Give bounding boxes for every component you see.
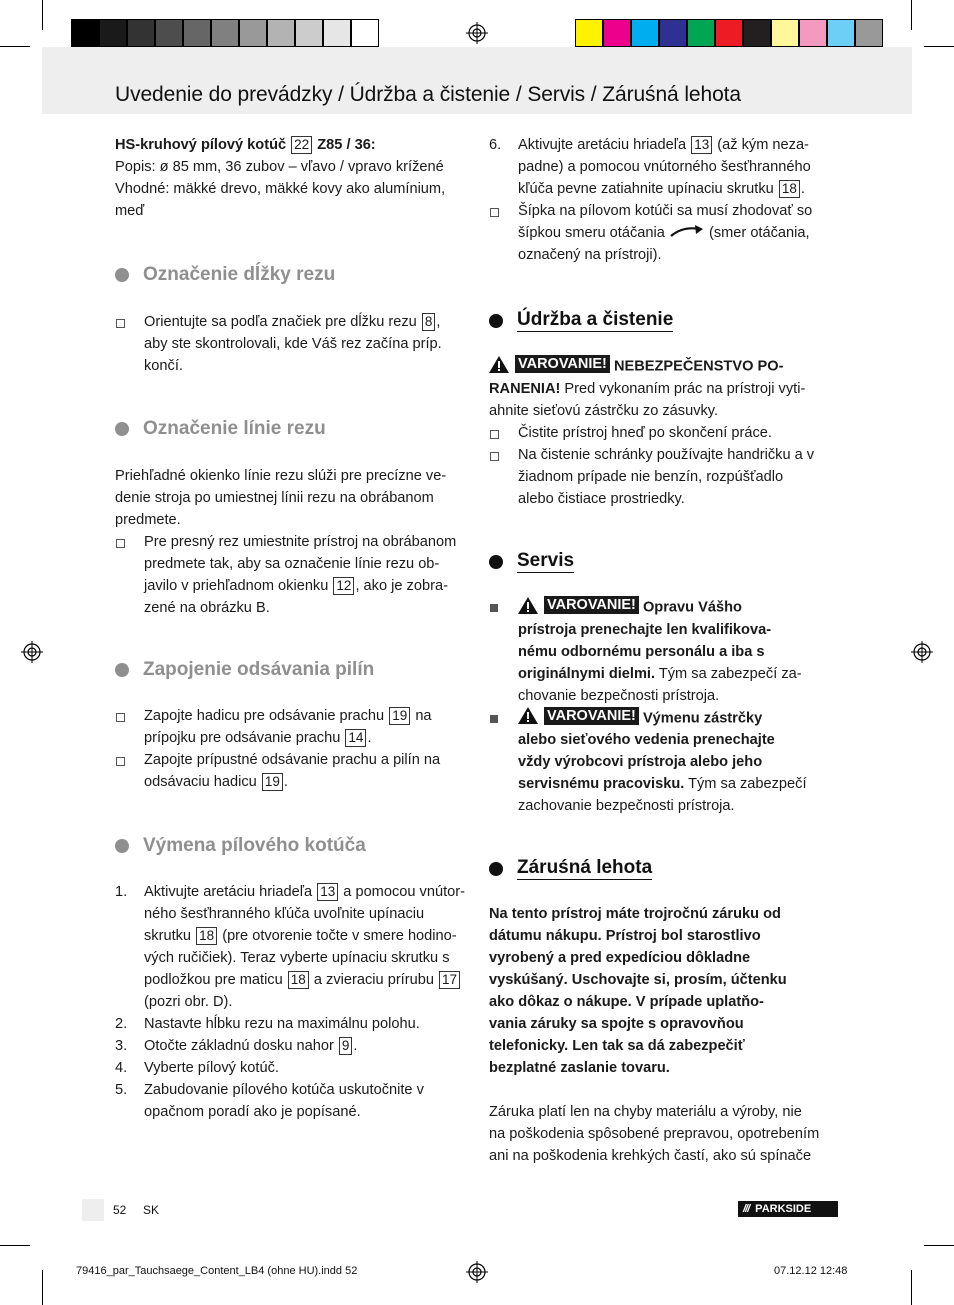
crop-mark xyxy=(924,46,954,47)
service-body: VAROVANIE! Opravu Vášho prístroja prenechajte len kvalifikova- nému odbornému personálu a iba s originálnymi dielmi. Tým sa zabezpečí za- chovanie bezpečnosti prístroja. VAROVANIE! Výmenu zástrčky alebo sieťového vedenia prenechajte vždy výrobcovi prístroja alebo jeho servisnému pracovisku. Tým sa zabezpečí zachovanie bezpečnosti prístroja. xyxy=(489,596,849,817)
maintenance-body: VAROVANIE! NEBEZPEČENSTVO PO- RANENIA! Pred vykonaním prác na prístroji vyti- ahnite sieťovú zástrčku zo zásuvky. Čistite prístroj hneď po skončení práce. Na čistenie schránky používajte handričku a v žiadnom prípade nie benzín, rozpúšťadlo alebo čistiace prostriedky. xyxy=(489,356,815,507)
color-swatch xyxy=(631,19,659,47)
language-code: SK xyxy=(143,1203,160,1217)
blade-description: Popis: ø 85 mm, 36 zubov – vľavo / vpravo krížené xyxy=(115,159,444,175)
section-heading-maintenance: Údržba a čistenie xyxy=(489,309,673,332)
color-swatch xyxy=(687,19,715,47)
color-swatch xyxy=(799,19,827,47)
brand-logo: /// PARKSIDE xyxy=(738,1201,838,1217)
page-number-box xyxy=(82,1199,104,1221)
color-swatch xyxy=(127,19,155,47)
registration-mark-icon xyxy=(911,641,933,663)
color-swatch xyxy=(743,19,771,47)
color-swatch xyxy=(827,19,855,47)
section-heading-dust-extraction: Zapojenie odsávania pilín xyxy=(115,659,374,681)
warning-label: VAROVANIE! xyxy=(518,707,639,725)
cut-line-body: Priehľadné okienko línie rezu slúži pre precízne ve- denie stroja po umiestnej línii rezu na obrábanom predmete. Pre presný rez umiestnite prístroj na obrábanom predmete tak, aby sa označenie línie rezu ob- javilo v priehľadnom okienku 12 , ako je zobra- zené na obrázku B. xyxy=(115,468,457,616)
rotation-arrow-icon xyxy=(669,224,705,238)
color-swatch xyxy=(295,19,323,47)
cmyk-color-bar xyxy=(575,19,883,47)
section-heading-service: Servis xyxy=(489,550,574,573)
color-swatch xyxy=(267,19,295,47)
color-swatch xyxy=(211,19,239,47)
color-swatch xyxy=(603,19,631,47)
crop-mark xyxy=(42,1270,43,1305)
cut-length-body: Orientujte sa podľa značiek pre dĺžku rezu 8 , aby ste skontrolovali, kde Váš rez začína príp. končí. xyxy=(115,311,465,377)
warning-label: VAROVANIE! xyxy=(489,355,610,373)
gray-color-bar xyxy=(71,19,379,47)
registration-mark-icon xyxy=(466,22,488,44)
left-column xyxy=(115,134,465,222)
crop-mark xyxy=(0,1245,30,1246)
registration-mark-icon xyxy=(21,641,43,663)
registration-mark-icon xyxy=(466,1261,488,1283)
slug-file: 79416_par_Tauchsaege_Content_LB4 (ohne HU).indd 52 xyxy=(76,1265,358,1277)
color-swatch xyxy=(575,19,603,47)
crop-mark xyxy=(42,0,43,30)
warning-triangle-icon xyxy=(489,356,509,373)
crop-mark xyxy=(924,1245,954,1246)
color-swatch xyxy=(855,19,883,47)
blade-change-body: 1. Aktivujte aretáciu hriadeľa 13 a pomocou vnútor- ného šesťhranného kľúča uvoľnite upínaciu skrutku 18 (pre otvorenie točte v smere hodino- vých ručičiek). Teraz vyberte upínaciu skrutku s podložkou pre maticu 18 a zvieraciu prírubu 17 (pozri obr. D). 2. Nastavte hĺbku rezu na maximálnu polohu. 3. Otočte základnú dosku nahor 9 . 4. Vyberte pílový kotúč. 5. Zabudovanie pílového kotúča uskutočnite v opačnom poradí ako je popísané. xyxy=(115,884,465,1120)
crop-mark xyxy=(0,46,30,47)
section-heading-blade-change: Výmena pílového kotúča xyxy=(115,835,366,857)
warranty-body: Na tento prístroj máte trojročnú záruku od dátumu nákupu. Prístroj bol starostlivo vyrobený a pred expedíciou dôkladne vyskúšaný. Uschovajte si, prosím, účtenku ako dôkaz o nákupe. V prípade uplatňo- vania záruky sa spojte s opravovňou telefonicky. Len tak sa dá zabezpečiť bezplatné zaslanie tovaru. Záruka platí len na chyby materiálu a výroby, nie na poškodenia spôsobené prepravou, opotrebením ani na poškodenia krehkých častí, ako sú spínače xyxy=(489,906,820,1164)
color-swatch xyxy=(323,19,351,47)
blade-usage: Vhodné: mäkké drevo, mäkké kovy ako alumínium, xyxy=(115,181,446,197)
color-swatch xyxy=(771,19,799,47)
section-heading-warranty: Záruśná lehota xyxy=(489,857,652,880)
crop-mark xyxy=(911,0,912,30)
color-swatch xyxy=(155,19,183,47)
color-swatch xyxy=(239,19,267,47)
color-swatch xyxy=(715,19,743,47)
color-swatch xyxy=(71,19,99,47)
section-heading-cut-length: Označenie dĺžky rezu xyxy=(115,264,335,286)
warning-label: VAROVANIE! xyxy=(518,596,639,614)
color-swatch xyxy=(351,19,379,47)
page-number: 52 xyxy=(113,1203,127,1217)
warning-triangle-icon xyxy=(518,707,538,724)
color-swatch xyxy=(659,19,687,47)
slug-date: 07.12.12 12:48 xyxy=(774,1265,848,1277)
page-title: Uvedenie do prevádzky / Údržba a čistenie / Servis / Záruśná lehota xyxy=(115,83,741,106)
section-heading-cut-line: Označenie línie rezu xyxy=(115,418,326,440)
blade-usage-cont: meď xyxy=(115,203,145,219)
crop-mark xyxy=(911,1270,912,1305)
color-swatch xyxy=(99,19,127,47)
warning-triangle-icon xyxy=(518,597,538,614)
blade-spec: HS-kruhový pílový kotúč 22 Z85 / 36: xyxy=(115,137,376,153)
blade-change-cont: 6. Aktivujte aretáciu hriadeľa 13 (až kým neza- padne) a pomocou vnútorného šesťhranného kľúča pevne zatiahnite upínaciu skrutku 18 . Šípka na pílovom kotúči sa musí zhodovať so šípkou smeru otáčania (smer otáčania, označený na prístroji). xyxy=(489,137,813,263)
dust-extraction-body: Zapojte hadicu pre odsávanie prachu 19 na prípojku pre odsávanie prachu 14 . Zapojte prípustné odsávanie prachu a pilín na odsávaciu hadicu 19 . xyxy=(115,705,465,793)
color-swatch xyxy=(183,19,211,47)
